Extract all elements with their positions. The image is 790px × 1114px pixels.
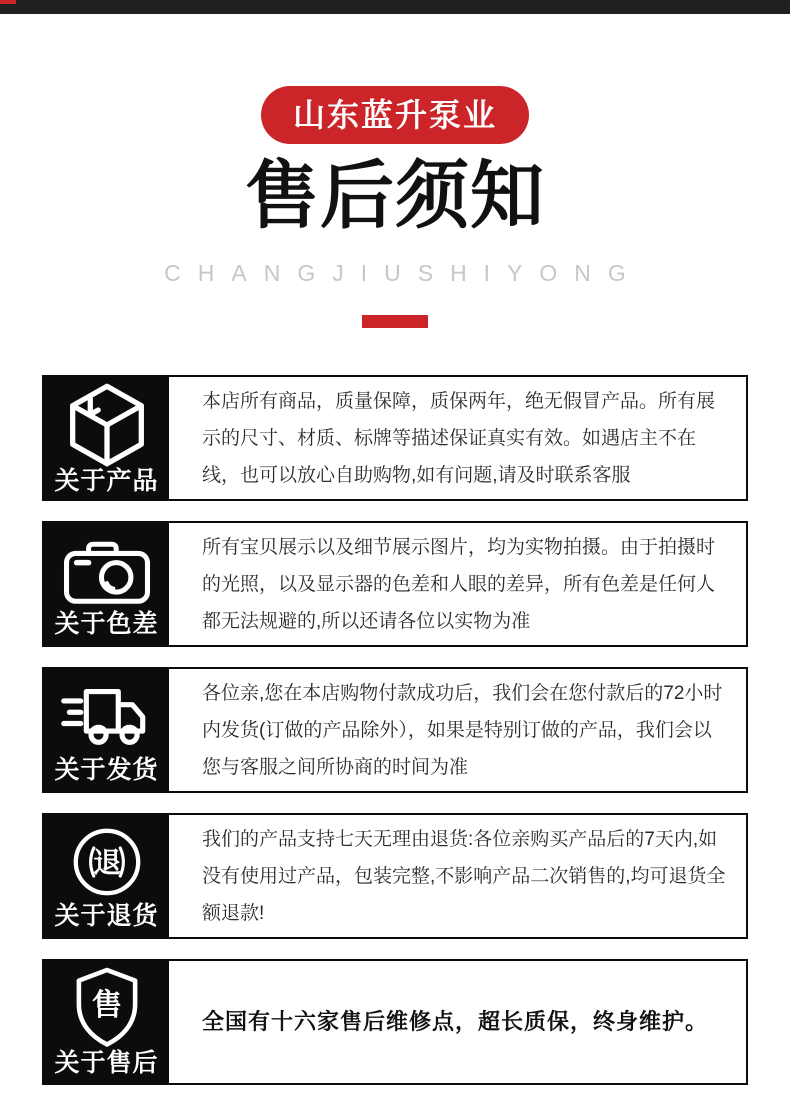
- top-left-red-mark: [0, 0, 16, 4]
- section-icon-box: [44, 523, 169, 645]
- page-title: 售后须知: [245, 154, 545, 237]
- section-about-product: [42, 375, 748, 501]
- page-subtitle-pinyin: CHANGJIUSHIYONG: [164, 260, 643, 286]
- section-about-color: [42, 521, 748, 647]
- section-icon-box: [44, 815, 169, 937]
- section-text: 全国有十六家售后维修点，超长质保，终身维护。: [202, 1009, 709, 1034]
- section-label: 关于色差: [54, 610, 159, 638]
- section-text: 各位亲,您在本店购物付款成功后，我们会在您付款后的72小时内发货(订做的产品除外），如果是特别订做的产品，我们会以您与客服之间所协商的时间为准: [202, 682, 723, 778]
- notice-sections: [0, 375, 790, 1085]
- section-label: 关于售后: [54, 1049, 159, 1077]
- section-label: 关于发货: [54, 756, 159, 784]
- section-about-shipping: [42, 667, 748, 793]
- page-header: [0, 14, 790, 328]
- section-text: 所有宝贝展示以及细节展示图片，均为实物拍摄。由于拍摄时的光照，以及显示器的色差和人眼的差异，所有色差是任何人都无法规避的,所以还请各位以实物为准: [202, 536, 716, 632]
- shield-icon: [69, 965, 145, 1051]
- section-icon-box: [44, 669, 169, 791]
- section-label: 关于退货: [54, 902, 159, 930]
- section-about-returns: [42, 813, 748, 939]
- camera-icon: [61, 533, 153, 607]
- section-text: 本店所有商品，质量保障，质保两年，绝无假冒产品。所有展示的尺寸、材质、标牌等描述保证真实有效。如遇店主不在线，也可以放心自助购物,如有问题,请及时联系客服: [202, 390, 716, 486]
- section-label: 关于产品: [54, 467, 159, 495]
- package-icon: [63, 381, 151, 469]
- aftersales-glyph: 售: [91, 987, 122, 1022]
- section-about-aftersales: [42, 959, 748, 1085]
- section-icon-box: [44, 961, 169, 1083]
- truck-icon: [60, 678, 154, 754]
- section-icon-box: [44, 377, 169, 499]
- red-accent-divider: [362, 315, 428, 328]
- top-dark-bar: [0, 0, 790, 14]
- return-glyph: 退: [92, 846, 121, 878]
- section-text: 我们的产品支持七天无理由退货:各位亲购买产品后的7天内,如没有使用过产品，包装完整,不影响产品二次销售的,均可退货全额退款!: [202, 828, 726, 924]
- brand-badge: 山东蓝升泵业: [261, 86, 529, 144]
- return-icon: [68, 823, 146, 901]
